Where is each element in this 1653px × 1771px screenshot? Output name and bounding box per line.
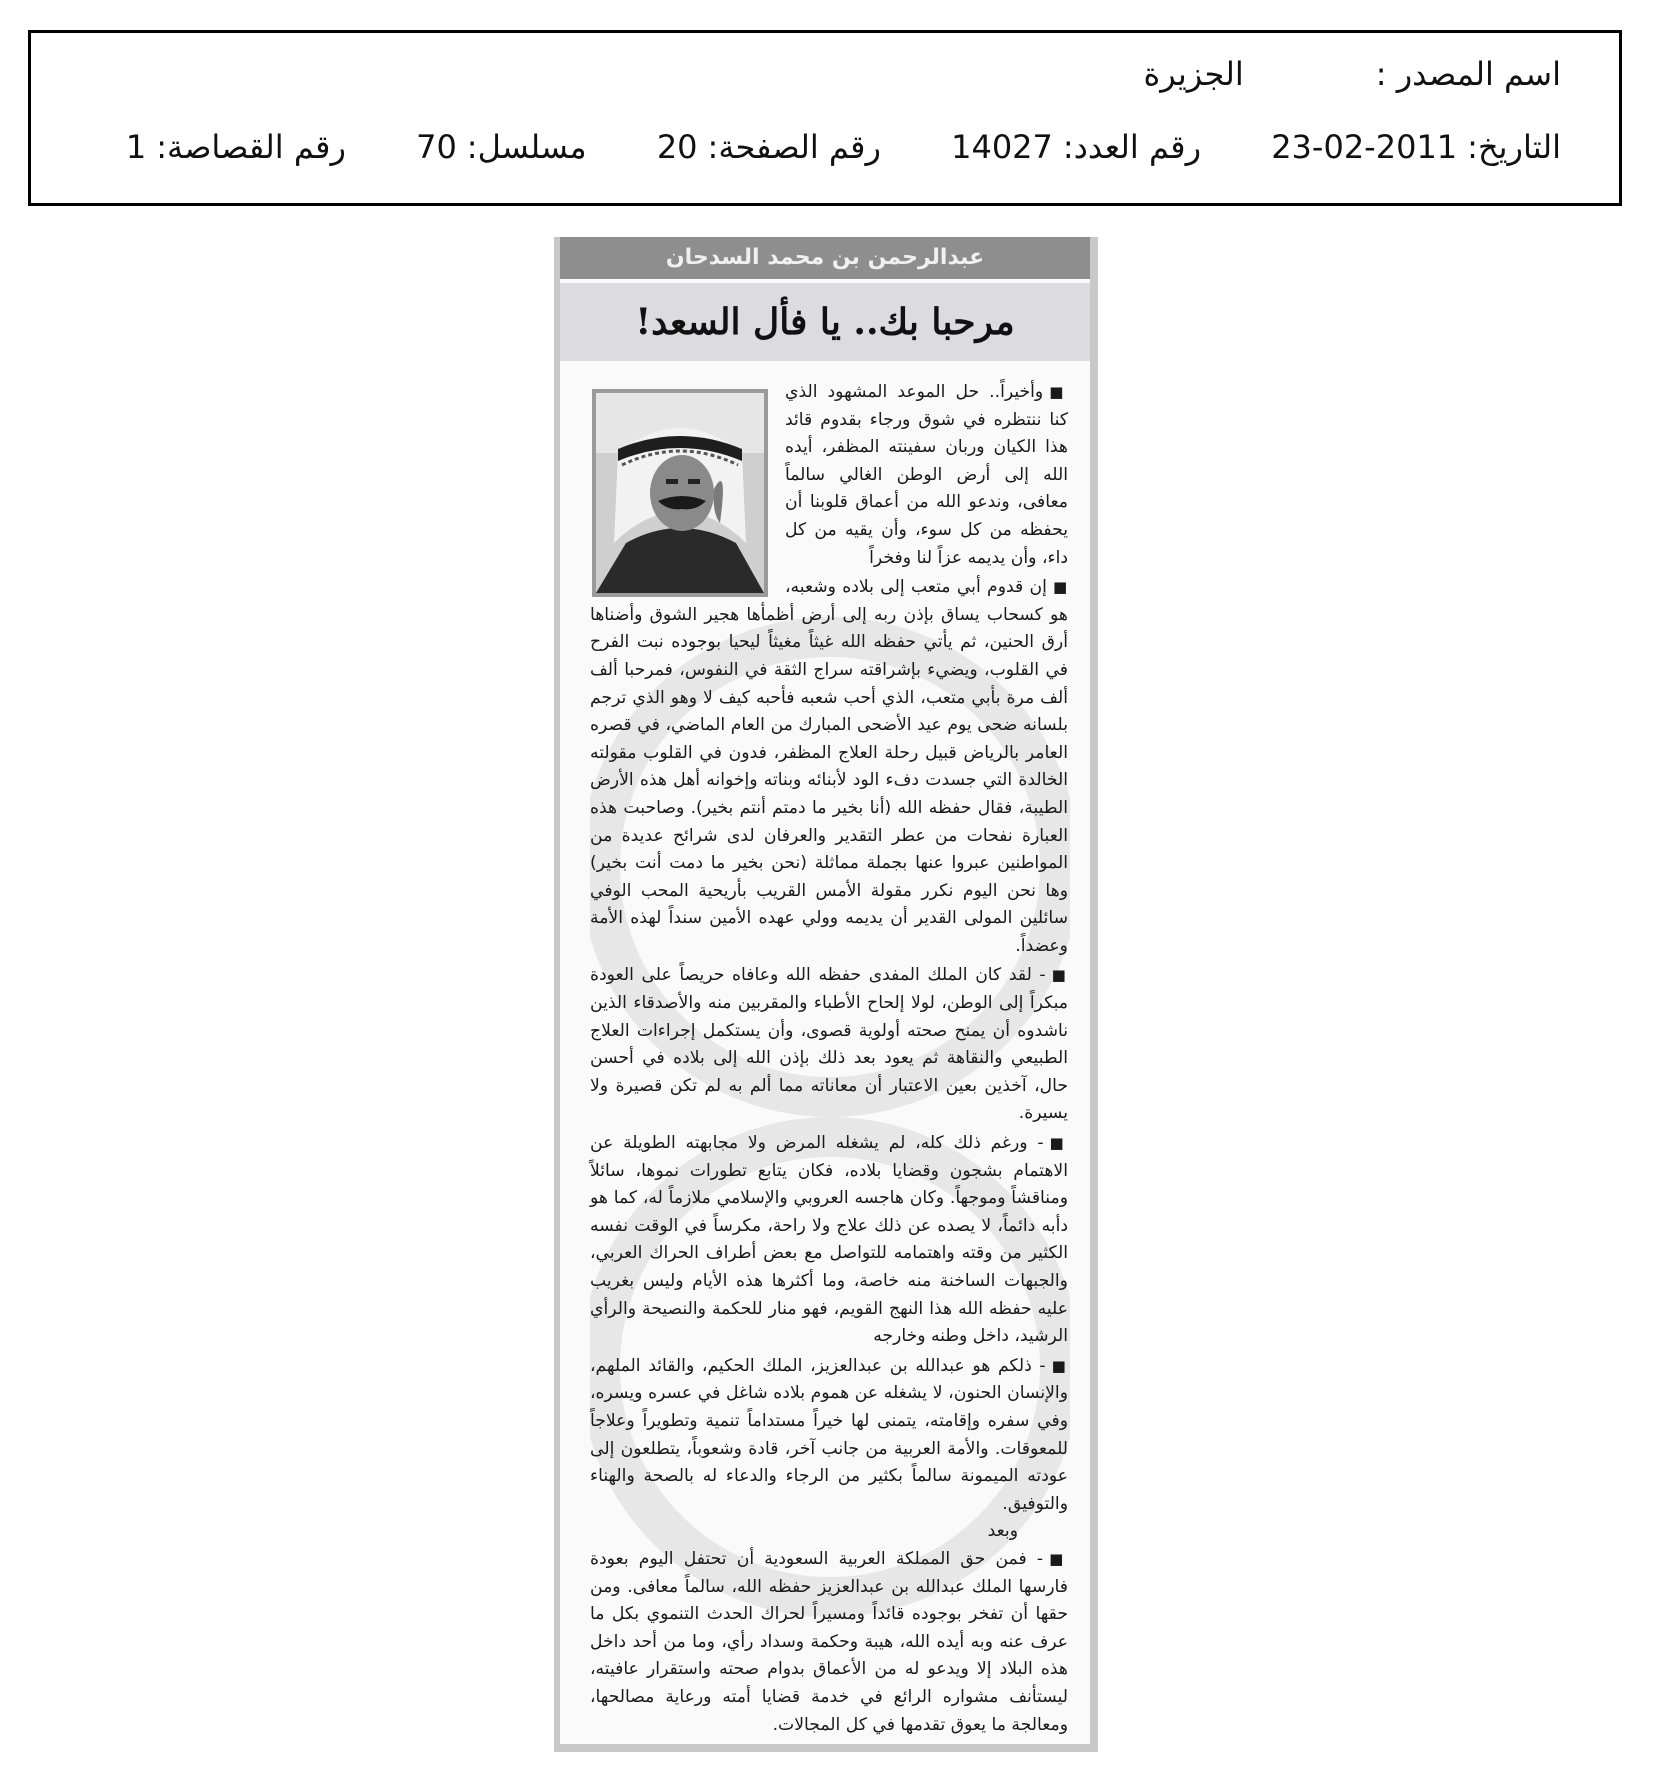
author-byline: عبدالرحمن بن محمد السدحان [560, 237, 1090, 279]
bullet-square-icon: ■ [1049, 1134, 1068, 1153]
article-paragraph: ■- لقد كان الملك المفدى حفظه الله وعافاه حريصاً على العودة مبكراً إلى الوطن، لولا إلحاح الأطباء والمقربين منه والأصدقاء الذين ناشدوه أن يمنح صحته أولوية قصوى، وأن يستكمل إجراءات العلاج الطبيعي والنقاهة ثم يعود بعد ذلك بإذن الله إلى بلاده في أحسن حال، آخذين بعين الاعتبار أن معاناته مما ألم به لم تكن قصيرة ولا يسيرة. [590, 965, 1068, 1124]
source-metadata-box [28, 30, 1622, 206]
issue-value: 14027 [951, 128, 1053, 166]
article-paragraph: ■وأخيراً.. حل الموعد المشهود الذي كنا ننتظره في شوق ورجاء بقدوم قائد هذا الكيان وربان سفينته المظفر، أيده الله إلى أرض الوطن الغالي سالماً معافى، وندعو الله من أعماق قلوبنا أن يحفظه من كل سوء، وأن يقيه من كل داء، وأن يديمه عزاً لنا وفخراً [785, 382, 1068, 568]
date-field [1271, 128, 1561, 166]
page-value: 20 [656, 128, 698, 166]
article-paragraph: ■- ورغم ذلك كله، لم يشغله المرض ولا مجابهته الطويلة عن الاهتمام بشجون وقضايا بلاده، فكان يتابع تطورات نموها، سائلاً ومناقشاً وموجهاً. وكان هاجسه العروبي والإسلامي ملازماً له، كما هو دأبه دائماً، لا يصده عن ذلك علاج ولا راحة، مكرساً في الوقت نفسه الكثير من وقته واهتمامه للتواصل مع بعض أطراف الحراك العربي، والجبهات الساخنة منه خاصة، وما أكثرها هذه الأيام وليس بغريب عليه حفظه الله هذا النهج القويم، فهو منار للحكمة والنصيحة والرأي الرشيد، داخل وطنه وخارجه [590, 1133, 1068, 1347]
newspaper-clipping [554, 237, 1098, 1752]
article-paragraph: ■- فمن حق المملكة العربية السعودية أن تحتفل اليوم بعودة فارسها الملك عبدالله بن عبدالعزيز حفظه الله، سالماً معافى. ومن حقها أن تفخر بوجوده قائداً ومسيراً لحراك الحدث التنموي بكل ما عرف عنه وبه أيده الله، هيبة وحكمة وسداد رأي، وما من أحد داخل هذه البلاد إلا ويدعو له من الأعماق بدوام صحته واستقرار عافيته، ليستأنف مشواره الرائع في خدمة قضايا أمته ورعاية مصالحها، ومعالجة ما يعوق تقدمها في كل المجالات. [590, 1548, 1068, 1735]
article-title: مرحبا بك.. يا فأل السعد! [560, 283, 1090, 361]
page-label: رقم الصفحة: [707, 128, 881, 166]
bullet-square-icon: ■ [1051, 1356, 1068, 1375]
source-label: اسم المصدر : [1375, 55, 1561, 93]
article-body [590, 379, 1068, 1739]
article-paragraph: ■- ذلكم هو عبدالله بن عبدالعزيز، الملك الحكيم، والقائد الملهم، والإنسان الحنون، لا يشغله عن هموم بلاده شاغل في عسره ويسره، وفي سفره وإقامته، يتمنى لها خيراً مستداماً تنمية وتطويراً وعلاجاً للمعوقات. والأمة العربية من جانب آخر، قادة وشعوباً، يتطلعون إلى عودته الميمونة سالماً بكثير من الرجاء والدعاء له بالصحة والهناء والتوفيق. [590, 1355, 1068, 1514]
bullet-square-icon: ■ [1049, 383, 1068, 401]
clip-field [126, 128, 346, 166]
article-paragraph: وبعد [987, 1521, 1018, 1542]
clip-value: 1 [125, 128, 147, 166]
source-row [71, 55, 1561, 93]
page-field [657, 128, 881, 166]
serial-field [416, 128, 587, 166]
issue-field [951, 128, 1201, 166]
date-value: 23-02-2011 [1271, 128, 1458, 166]
bullet-square-icon: ■ [1051, 966, 1068, 985]
bullet-square-icon: ■ [1049, 1549, 1068, 1568]
clip-label: رقم القصاصة: [156, 128, 346, 166]
issue-info-row [71, 128, 1561, 166]
date-label: التاريخ: [1467, 128, 1561, 166]
serial-label: مسلسل: [466, 128, 587, 166]
article-paragraph: ■إن قدوم أبي متعب إلى بلاده وشعبه، هو كسحاب يساق بإذن ربه إلى أرض أظمأها هجير الشوق وأضناها أرق الحنين، ثم يأتي حفظه الله غيثاً مغيثاً ليحيا بوجوده نبت الفرح في القلوب، ويضيء بإشراقته سراج الثقة في النفوس، فمرحبا ألف ألف مرة بأبي متعب، الذي أحب شعبه فأحبه كيف لا وهو الذي ترجم بلسانه ضحى يوم عيد الأضحى المبارك من العام الماضي، في قصره العامر بالرياض قبيل رحلة العلاج المظفر، فدون في القلوب مقولته الخالدة التي جسدت دفء الود لأبنائه وبناته وإخوانه أهل هذه الأرض الطيبة، فقال حفظه الله (أنا بخير ما دمتم أنتم بخير). وصاحبت هذه العبارة نفحات من عطر التقدير والعرفان لدى شرائح عديدة من المواطنين عبروا عنها بجملة مماثلة (نحن بخير ما دمت أنت بخير) وها نحن اليوم نكرر مقولة الأمس القريب بأريحية المحب الوفي سائلين المولى القدير أن يديمه وولي عهده الأمين سنداً لهذه الأمة وعضداً. [590, 577, 1068, 956]
issue-label: رقم العدد: [1062, 128, 1202, 166]
bullet-square-icon: ■ [1052, 578, 1068, 597]
serial-value: 70 [416, 128, 457, 166]
source-value: الجزيرة [1143, 55, 1244, 93]
